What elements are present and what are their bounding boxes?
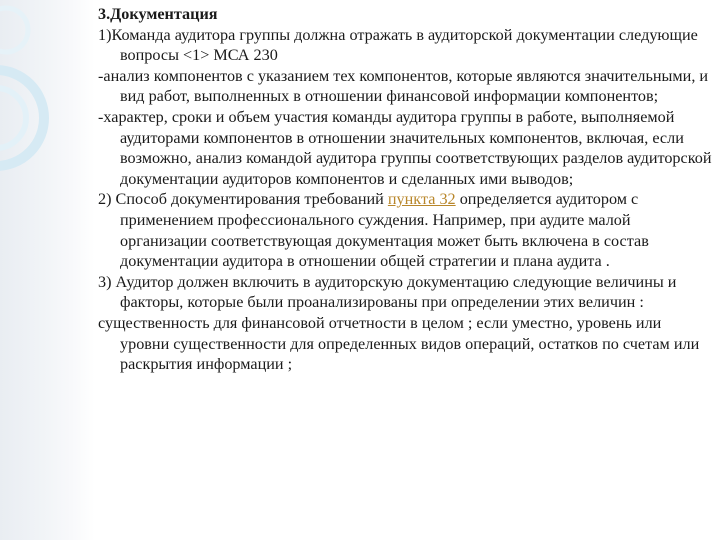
decor-circle-outer — [0, 70, 44, 166]
paragraph-4-end: определяется аудитором с применением профессионального суждения. Например, при аудите малой организации соответствующая документация может быть включена в состав документации аудитора в отношении общей стратегии и плана аудита . — [120, 190, 649, 271]
slide-heading: 3.Документация — [98, 5, 218, 23]
slide-content — [98, 4, 712, 375]
paragraph-1: 1)Команда аудитора группы должна отражать в аудиторской документации следующие вопросы <1> МСА 230 — [98, 25, 698, 65]
paragraph-2: -анализ компонентов с указанием тех компонентов, которые являются значительными, и вид работ, выполненных в отношении финансовой информации компонентов; — [98, 66, 709, 106]
paragraph-6: существенность для финансовой отчетности в целом ; если уместно, уровень или уровни существенности для определенных видов операций, остатков по счетам или раскрытия информации ; — [98, 313, 700, 374]
paragraph-3: -характер, сроки и объем участия команды аудитора группы в работе, выполняемой аудиторами компонентов в отношении значительных компонентов, включая, если возможно, анализ командой аудитора группы соответствующих разделов аудиторской документации аудиторов компонентов и сделанных ими выводов; — [98, 107, 712, 188]
paragraph-4 — [98, 189, 712, 271]
paragraph-5: 3) Аудитор должен включить в аудиторскую документацию следующие величины и факторы, которые были проанализированы при определении этих величин : — [98, 272, 677, 312]
link-punkt-32[interactable]: пункта 32 — [387, 190, 456, 209]
decor-circle-inner — [0, 88, 26, 148]
decor-circle-top — [0, 8, 28, 52]
paragraph-4-start: 2) Способ документирования требований — [98, 190, 388, 209]
